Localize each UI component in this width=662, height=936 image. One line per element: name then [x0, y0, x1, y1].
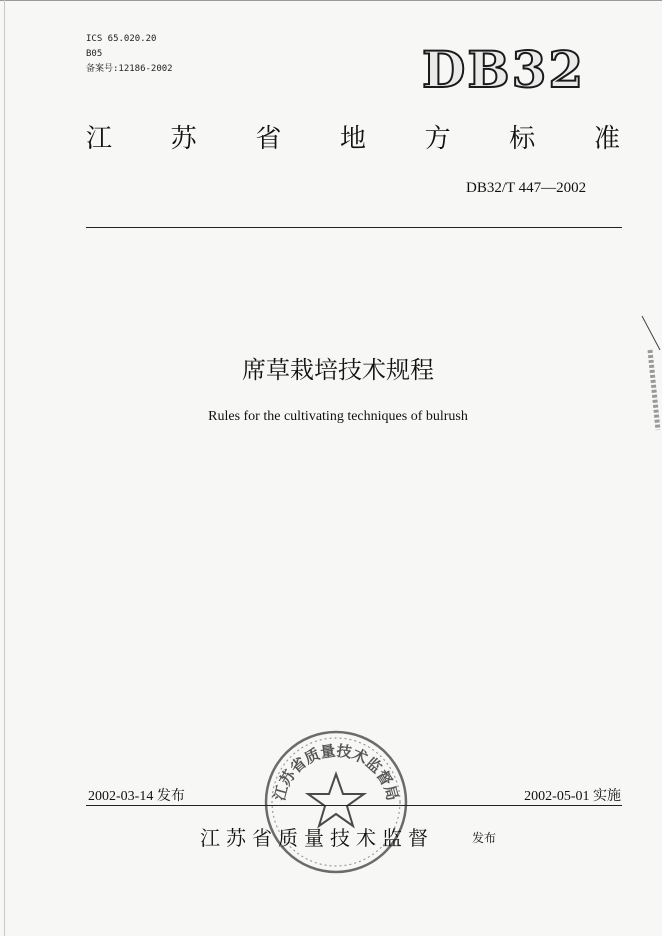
seal-text: 江苏省质量技术监督局	[270, 741, 402, 803]
standard-number: DB32/T 447—2002	[466, 180, 587, 196]
standard-type-char: 方	[424, 124, 451, 154]
class-code: B05	[86, 49, 103, 59]
issuing-authority: 江苏省质量技术监督	[200, 826, 434, 850]
standard-type-char: 苏	[170, 124, 197, 154]
document-title-chinese: 席草栽培技术规程	[242, 356, 434, 384]
standard-type-char: 江	[86, 124, 113, 154]
page-left-edge	[4, 0, 5, 936]
ics-code: ICS 65.020.20	[86, 34, 157, 44]
official-seal	[262, 728, 410, 876]
seal-star-icon	[308, 774, 364, 826]
standard-type-char: 省	[255, 124, 282, 154]
header-divider	[86, 227, 622, 228]
record-number: 备案号:12186-2002	[86, 64, 173, 74]
scan-artifact-mark	[640, 310, 662, 440]
standard-type-heading	[86, 118, 620, 155]
implementation-date: 2002-05-01 实施	[524, 789, 621, 804]
standard-type-char: 地	[339, 124, 366, 154]
standard-type-char: 标	[509, 124, 536, 154]
header-meta	[86, 32, 173, 77]
footer-divider	[86, 805, 622, 806]
page-top-edge	[0, 0, 662, 1]
issuing-suffix: 发布	[472, 831, 497, 845]
issue-date: 2002-03-14 发布	[88, 789, 185, 804]
db32-logo: DB32	[422, 40, 586, 99]
document-title-english: Rules for the cultivating techniques of bulrush	[208, 409, 468, 424]
standard-type-char: 准	[593, 124, 620, 154]
